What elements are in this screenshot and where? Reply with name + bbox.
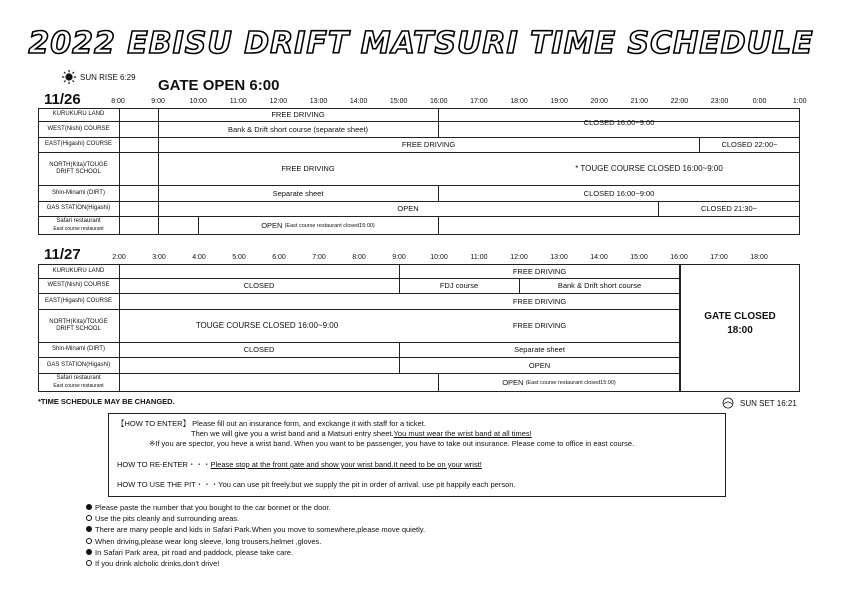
day1-time-tick: 12:00	[269, 98, 288, 105]
day2-row-shin-minami: Shin-Minami (DIRT)	[52, 346, 105, 352]
day1-time-tick: 19:00	[550, 98, 568, 105]
day1-row-north: NORTH(Kita)/TOUGE DRIFT SCHOOL	[49, 161, 108, 175]
day1-time-tick: 15:00	[389, 98, 408, 105]
day2-time-tick: 12:00	[510, 254, 528, 261]
day2-time-tick: 5:00	[232, 254, 246, 261]
day1-time-tick: 14:00	[349, 98, 368, 105]
day1-closed-night: CLOSED 16:00~9:00	[583, 118, 655, 127]
day1-row-gas-station: GAS STATION(Higashi)	[46, 205, 111, 211]
how-to-re-enter: HOW TO RE-ENTER・・・Please stop at the front gate and show your wrist band.It need to be on your wrist!	[117, 460, 482, 469]
day1-row-kurukuru: KURUKURU LAND	[52, 111, 105, 117]
day1-time-tick: 20:00	[590, 98, 608, 105]
day2-west-closed: CLOSED	[243, 281, 275, 290]
rule-text: In Safari Park area, pit road and paddock, please take care.	[95, 547, 294, 557]
day1-row-east-restaurant: East course restaurant	[53, 226, 104, 232]
page-title: 2022 EBISU DRIFT MATSURI TIME SCHEDULE	[28, 26, 814, 61]
sun-icon	[62, 70, 76, 84]
day1-time-tick: 8:00	[111, 98, 125, 105]
day2-row-east: EAST(Higashi) COURSE	[44, 297, 112, 304]
day2-time-tick: 7:00	[312, 254, 326, 261]
day1-row-safari: Safari restaurant	[56, 218, 101, 224]
rule-text: There are many people and kids in Safari Park.When you move to somewhere,please move quietly.	[95, 525, 426, 535]
day2-kurukuru-free-driving: FREE DRIVING	[512, 266, 567, 276]
day1-time-tick: 16:00	[430, 98, 448, 105]
how-to-use-pit: HOW TO USE THE PIT・・・You can use pit freely.but we supply the pit in order of arrival. use pit happily each person.	[117, 480, 516, 489]
open-circle-icon	[86, 538, 92, 544]
day2-shin-separate-sheet: Separate sheet	[514, 345, 565, 354]
day2-time-tick: 17:00	[710, 254, 728, 261]
open-circle-icon	[86, 560, 92, 566]
day2-row-kurukuru: KURUKURU LAND	[52, 267, 105, 274]
rule-text: If you drink alcholic drinks,don't drive!	[95, 559, 220, 569]
filled-circle-icon	[86, 526, 92, 532]
day2-west-fdj: FDJ course	[439, 281, 479, 290]
day1-time-tick: 21:00	[630, 98, 649, 105]
how-to-enter-line1: 【HOW TO ENTER】 Please fill out an insurance form, and exckange it with staff for a ticket.	[117, 419, 426, 428]
day2-time-tick: 8:00	[352, 254, 366, 261]
rule-item	[86, 536, 425, 547]
day2-time-tick: 13:00	[550, 254, 568, 261]
day1-north-free-driving: FREE DRIVING	[281, 164, 335, 173]
day2-time-tick: 9:00	[392, 254, 406, 261]
day1-gas-closed: CLOSED 21:30~	[700, 204, 758, 213]
how-to-enter-line3: ※If you are spector, you heve a wrist band. When you want to be passenger, you have to take out insurance. Please come to office in east course.	[149, 439, 635, 448]
sunset-time: SUN SET 16:21	[740, 399, 797, 408]
day2-east-free-driving: FREE DRIVING	[512, 296, 567, 306]
rule-item	[86, 547, 425, 558]
rule-item	[86, 558, 425, 569]
day1-safari-open: OPEN (East course restaurant closed15:00)	[261, 221, 375, 230]
entry-info-box	[108, 413, 726, 497]
day2-time-tick: 16:00	[670, 254, 688, 261]
day2-shin-closed: CLOSED	[243, 345, 275, 354]
day1-date: 11/26	[44, 91, 81, 108]
day2-time-tick: 2:00	[112, 254, 126, 261]
day1-time-tick: 11:00	[229, 98, 247, 105]
day2-row-east-restaurant: East course restaurant	[53, 383, 104, 389]
day1-time-tick: 23:00	[710, 98, 729, 105]
open-circle-icon	[86, 515, 92, 521]
day1-row-east: EAST(Higashi) COURSE	[44, 141, 112, 147]
day1-west-bank-drift: Bank & Drift short course (separate sheet)	[227, 125, 369, 134]
how-to-enter-line2: Then we will give you a wrist band and a Matsuri entry sheet.You must wear the wrist band at all times!	[191, 429, 532, 438]
rule-item	[86, 524, 425, 535]
day1-time-tick: 9:00	[151, 98, 165, 105]
filled-circle-icon	[86, 549, 92, 555]
day2-north-touge-closed: TOUGE COURSE CLOSED 16:00~9:00	[195, 321, 339, 330]
day1-kurukuru-free-driving: FREE DRIVING	[271, 110, 325, 119]
day1-time-tick: 0:00	[752, 98, 767, 105]
day1-time-tick: 10:00	[189, 98, 207, 105]
day2-time-tick: 3:00	[152, 254, 166, 261]
day2-north-free-driving: FREE DRIVING	[512, 321, 567, 330]
schedule-change-note: *TIME SCHEDULE MAY BE CHANGED.	[38, 397, 175, 406]
day1-east-closed: CLOSED 22:00~	[721, 140, 778, 149]
rule-item	[86, 513, 425, 524]
day2-safari-open: OPEN (East course restaurant closed15:00)	[502, 378, 616, 387]
day2-row-north: NORTH(Kita)/TOUGE DRIFT SCHOOL	[49, 318, 108, 332]
day1-row-shin-minami: Shin-Minami (DIRT)	[52, 189, 105, 196]
day1-time-tick: 1:00	[792, 98, 807, 105]
day2-row-gas-station: GAS STATION(Higashi)	[46, 361, 111, 368]
day1-row-west: WEST(Nishi) COURSE	[47, 126, 110, 132]
day2-time-tick: 6:00	[272, 254, 286, 261]
day2-time-tick: 15:00	[630, 254, 648, 261]
day1-east-free-driving: FREE DRIVING	[401, 140, 456, 149]
rule-text: When driving,please wear long sleeve, long trousers,helmet ,gloves.	[95, 536, 322, 546]
sunset-icon	[722, 397, 734, 409]
day2-time-tick: 4:00	[192, 254, 206, 261]
day2-date: 11/27	[44, 246, 81, 263]
day2-west-bank-drift: Bank & Drift short course	[557, 281, 642, 290]
day1-shin-separate-sheet: Separate sheet	[272, 188, 324, 198]
rules-list	[86, 502, 425, 569]
day2-gate-closed: GATE CLOSED 18:00	[704, 311, 776, 336]
day2-time-tick: 18:00	[750, 254, 768, 261]
day2-gas-open: OPEN	[528, 360, 551, 370]
day1-time-tick: 22:00	[670, 98, 689, 105]
filled-circle-icon	[86, 504, 92, 510]
day2-row-safari: Safari restaurant	[56, 375, 101, 381]
day2-time-tick: 10:00	[430, 254, 448, 261]
rule-text: Use the pits cleanly and surrounding areas.	[95, 514, 240, 524]
day1-time-tick: 18:00	[510, 98, 528, 105]
day2-row-west: WEST(Nishi) COURSE	[47, 282, 110, 288]
day1-gas-open: OPEN	[397, 204, 419, 213]
day2-time-tick: 14:00	[590, 254, 608, 261]
day1-time-tick: 17:00	[470, 98, 488, 105]
sunrise-time: SUN RISE 6:29	[80, 73, 136, 82]
gate-open-time: GATE OPEN 6:00	[158, 77, 280, 94]
day1-north-touge-closed: * TOUGE COURSE CLOSED 16:00~9:00	[575, 164, 723, 173]
rule-item	[86, 502, 425, 513]
day1-shin-closed: CLOSED 16:00~9:00	[583, 188, 655, 198]
day1-time-tick: 13:00	[309, 98, 328, 105]
day2-time-tick: 11:00	[470, 254, 488, 261]
rule-text: Please paste the number that you bought to the car bonnet or the door.	[95, 503, 331, 512]
